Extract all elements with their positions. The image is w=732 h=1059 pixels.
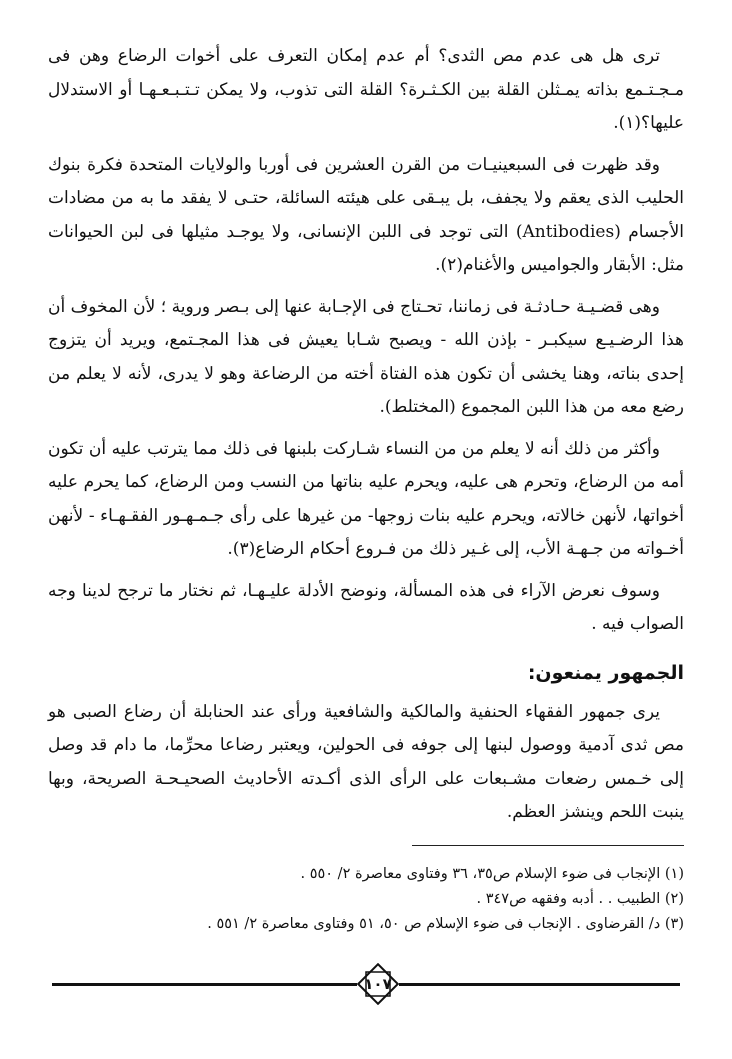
section-heading: الجمهور يمنعون: <box>527 661 684 684</box>
main-text <box>48 40 684 838</box>
footnote-1: (١) الإنجاب فى ضوء الإسلام ص٣٥، ٣٦ وفتاوى معاصرة ٢/ ٥٥٠ . <box>300 866 684 882</box>
paragraph-4: وأكثر من ذلك أنه لا يعلم من من النساء شـاركت بلبنها فى ذلك مما يترتب عليه أن تكون أمه من الرضاع، وتحرم هى عليه، ويحرم عليه بناتها من النسب ومن الرضاع، كما يحرم عليه أخواتها، لأنهن خالاته، ويحرم عليه بنات زوجها- من غيرها على رأى جـمـهـور الفقـهـاء - لأنهن أخـواته من جـهـة الأب، إلى غـير ذلك من فـروع أحكام الرضاع(٣). <box>48 438 684 559</box>
footnote-divider <box>412 845 684 846</box>
page-number-ornament <box>357 963 399 1005</box>
page-number: ١٠٧ <box>364 975 392 993</box>
paragraph-5: وسوف نعرض الآراء فى هذه المسألة، ونوضح الأدلة عليـهـا، ثم نختار ما ترجح لدينا وجه الصواب فيه . <box>48 580 684 634</box>
section-paragraph: يرى جمهور الفقهاء الحنفية والمالكية والشافعية ورأى عند الحنابلة أن رضاع الصبى هو مص ثدى آدمية ووصول لبنها إلى جوفه فى الحولين، ويعتبر رضاعا محرِّما، ما دام قد وصل إلى خـمس رضعات مشـبعات على الرأى الذى أكـدته الأحاديث الصحيـحـة الصريحة، وبها ينبت اللحم وينشز العظم. <box>48 701 684 822</box>
footnote-2: (٢) الطبيب . . أدبه وفقهه ص٣٤٧ . <box>476 891 684 907</box>
footnotes <box>48 862 684 937</box>
paragraph-1: ترى هل هى عدم مص الثدى؟ أم عدم إمكان التعرف على أخوات الرضاع وهن فى مـجـتـمع بذاته يمـثلن القلة بين الكـثـرة؟ القلة التى تذوب، ولا يمكن تـتـبـعـهـا أو الاستدلال عليها؟(١). <box>48 46 684 133</box>
footnote-3: (٣) د/ القرضاوى . الإنجاب فى ضوء الإسلام ص ٥٠، ٥١ وفتاوى معاصرة ٢/ ٥٥١ . <box>207 916 684 932</box>
paragraph-3: وهى قضـيـة حـادثـة فى زماننا، تحـتاج فى الإجـابة عنها إلى بـصر وروية ؛ لأن المخوف أن هذا الرضـيـع سيكبـر - بإذن الله - ويصبح شـابا يعيش فى هذا المجـتمع، ويريد أن يتزوج إحدى بناته، وهنا يخشى أن تكون هذه الفتاة أخته من الرضاعة وهو لا يدرى، لأنه لا يعلم من رضع معه من هذا اللبن المجموع (المختلط). <box>48 296 684 417</box>
paragraph-2: وقد ظهرت فى السبعينيـات من القرن العشرين فى أوربا والولايات المتحدة فكرة بنوك الحليب الذى يعقم ولا يجفف، بل يبـقى على هيئته السائلة، حتـى لا يفقد ما به من مضادات الأجسام (Antibodies) التى توجد فى اللبن الإنسانى، ولا يوجـد مثيلها فى لبن الحيوانات مثل: الأبقار والجواميس والأغنام(٢). <box>48 154 684 275</box>
